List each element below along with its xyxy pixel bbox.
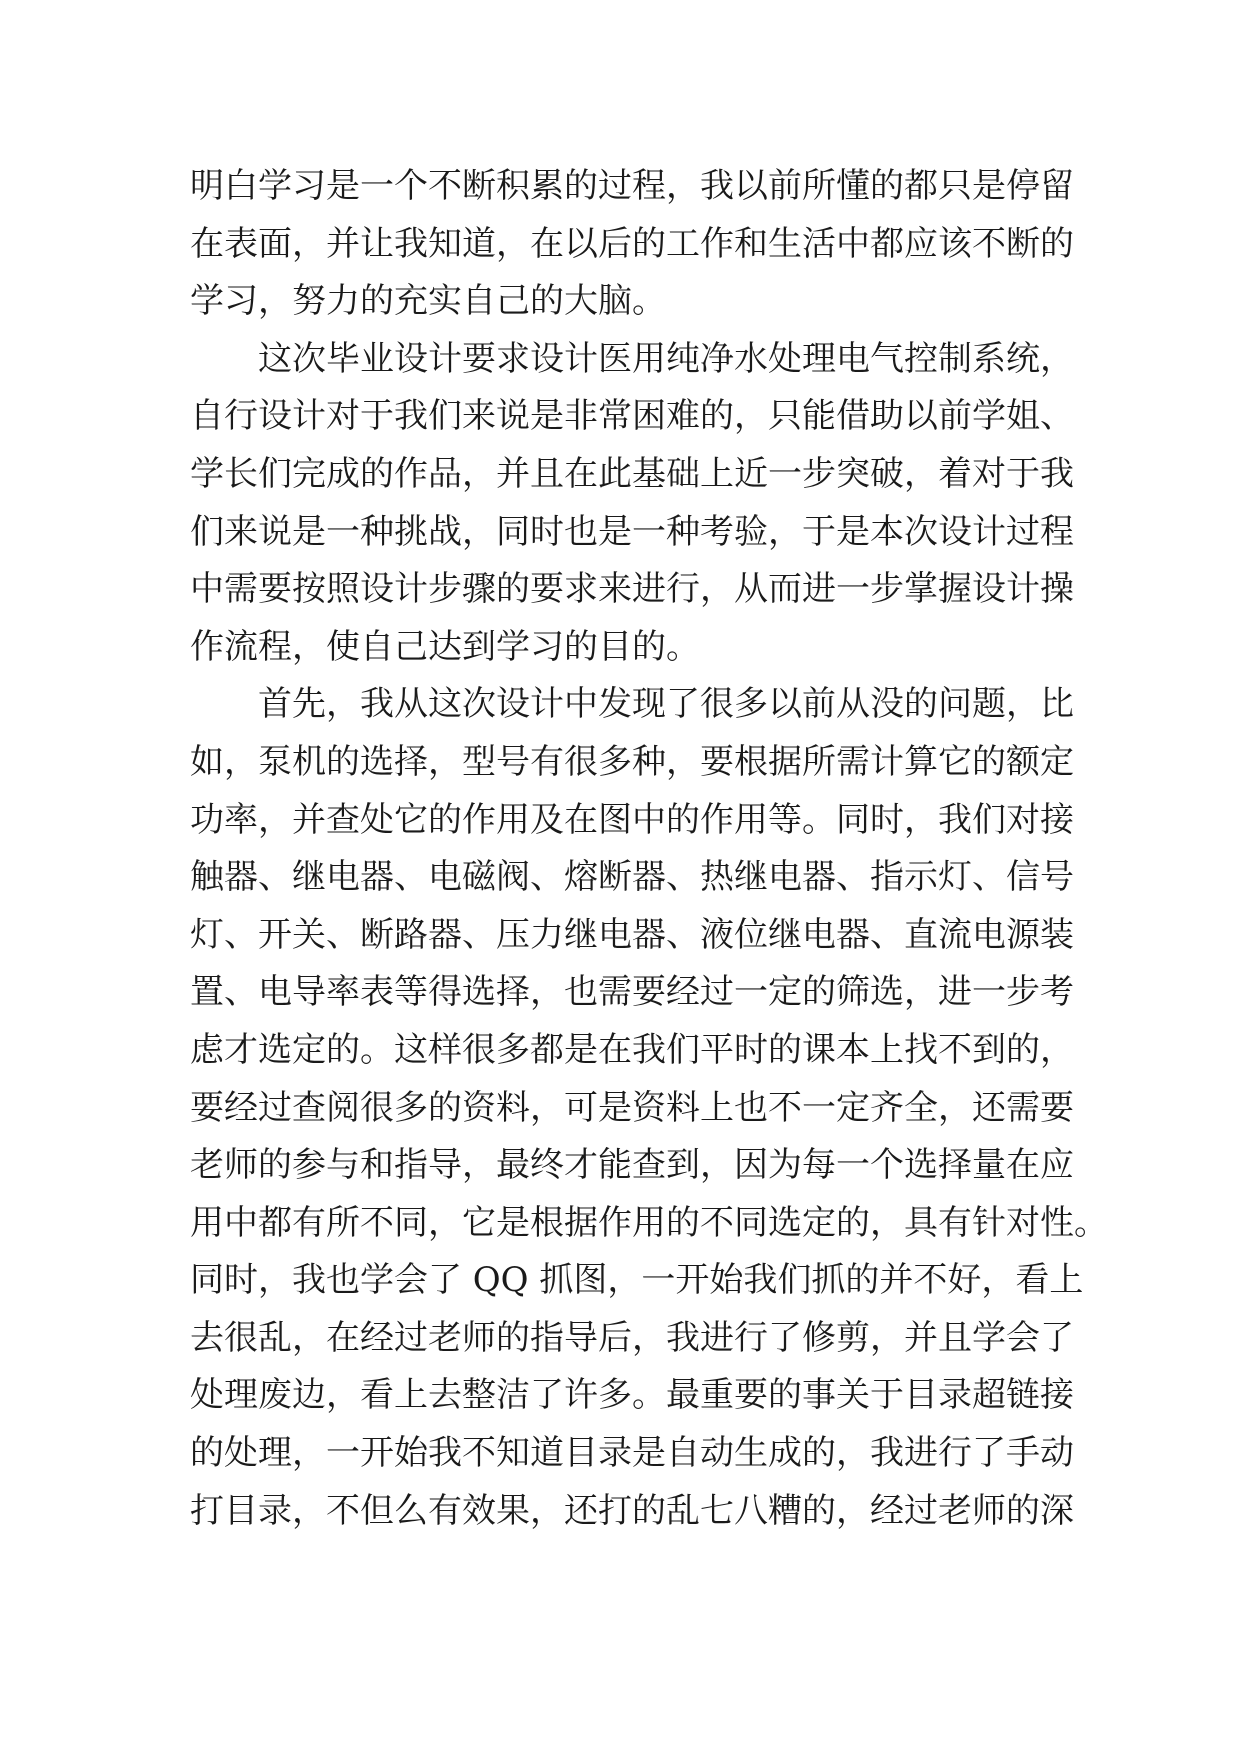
text-line: 的处理，一开始我不知道目录是自动生成的，我进行了手动 (190, 1433, 1074, 1474)
text-line: 自行设计对于我们来说是非常困难的，只能借助以前学姐、 (190, 396, 1074, 437)
text-line: 们来说是一种挑战，同时也是一种考验，于是本次设计过程 (190, 511, 1074, 552)
text-line: 处理废边，看上去整洁了许多。最重要的事关于目录超链接 (190, 1375, 1074, 1416)
text-line: 如，泵机的选择，型号有很多种，要根据所需计算它的额定 (190, 741, 1074, 782)
text-line: 中需要按照设计步骤的要求来进行，从而进一步掌握设计操 (190, 569, 1074, 610)
text-line: 用中都有所不同，它是根据作用的不同选定的，具有针对性。 (190, 1202, 1108, 1243)
text-line: 打目录，不但么有效果，还打的乱七八糟的，经过老师的深 (190, 1490, 1074, 1531)
text-line: 虑才选定的。这样很多都是在我们平时的课本上找不到的， (190, 1029, 1074, 1070)
text-line: 作流程，使自己达到学习的目的。 (190, 626, 700, 667)
text-line: 同时，我也学会了 QQ 抓图，一开始我们抓的并不好，看上 (190, 1260, 1084, 1301)
text-line: 功率，并查处它的作用及在图中的作用等。同时，我们对接 (190, 799, 1074, 840)
body-text (190, 158, 1108, 1540)
text-line: 这次毕业设计要求设计医用纯净水处理电气控制系统， (258, 338, 1074, 379)
text-line: 首先，我从这次设计中发现了很多以前从没的问题，比 (258, 684, 1074, 725)
text-line: 置、电导率表等得选择，也需要经过一定的筛选，进一步考 (190, 972, 1074, 1013)
text-line: 触器、继电器、电磁阀、熔断器、热继电器、指示灯、信号 (190, 857, 1074, 898)
text-line: 去很乱，在经过老师的指导后，我进行了修剪，并且学会了 (190, 1317, 1074, 1358)
text-line: 灯、开关、断路器、压力继电器、液位继电器、直流电源装 (190, 914, 1074, 955)
text-line: 学长们完成的作品，并且在此基础上近一步突破，着对于我 (190, 453, 1074, 494)
text-line: 学习，努力的充实自己的大脑。 (190, 281, 666, 322)
text-line: 明白学习是一个不断积累的过程，我以前所懂的都只是停留 (190, 166, 1074, 206)
text-line: 在表面，并让我知道，在以后的工作和生活中都应该不断的 (190, 223, 1074, 264)
text-line: 要经过查阅很多的资料，可是资料上也不一定齐全，还需要 (190, 1087, 1074, 1128)
text-line: 老师的参与和指导，最终才能查到，因为每一个选择量在应 (190, 1145, 1074, 1186)
